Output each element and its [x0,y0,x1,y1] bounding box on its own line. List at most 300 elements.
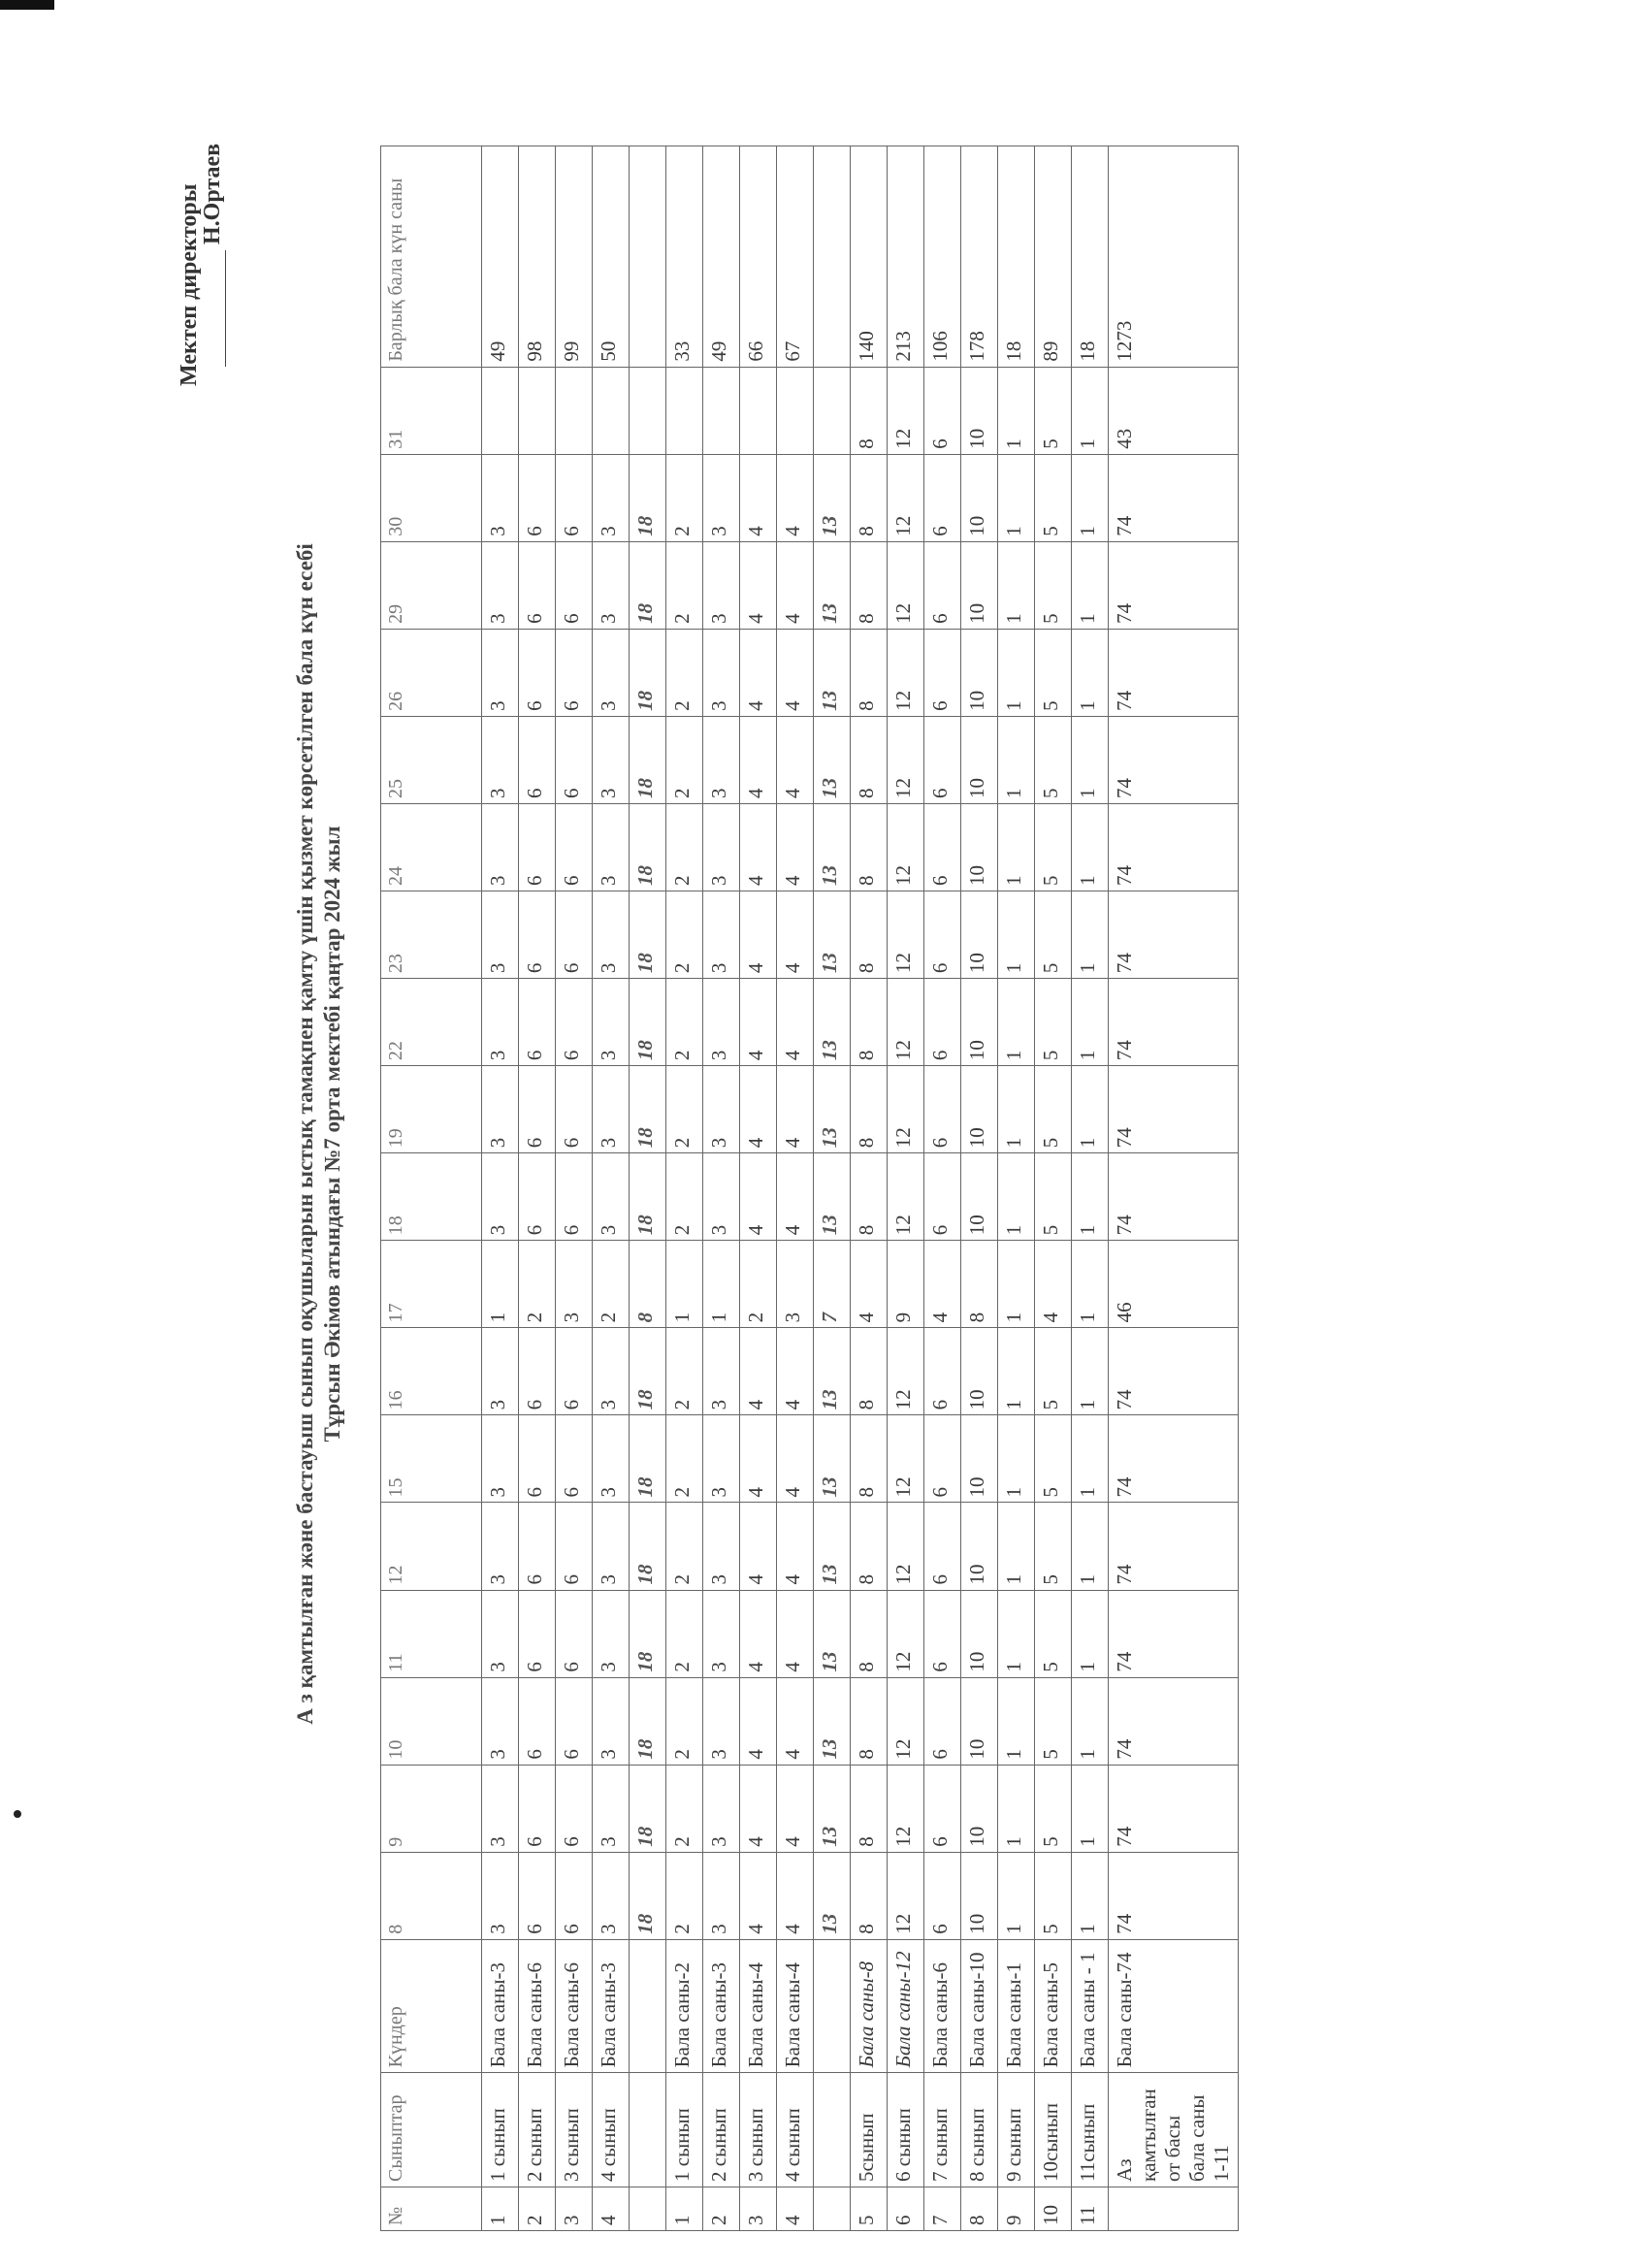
header-cell: Сыныптар [381,2073,482,2187]
day-count-cell: 5 [1035,1328,1072,1415]
day-count-cell: 6 [519,1852,556,1939]
day-count-cell: 3 [703,454,740,541]
header-cell: Күндер [381,1939,482,2073]
day-count-cell: 74 [1109,629,1239,716]
total-cell: 49 [482,146,519,368]
day-count-cell: 8 [851,1590,888,1677]
day-count-cell [556,367,593,454]
table-row [888,146,924,2231]
day-count-cell: 4 [777,1677,814,1765]
header-cell: 26 [381,629,482,716]
total-cell: 67 [777,146,814,368]
day-count-cell: 13 [814,891,851,979]
day-count-cell: 6 [519,1590,556,1677]
day-count-cell: 74 [1109,1852,1239,1939]
day-count-cell: 4 [777,1852,814,1939]
day-count-cell: 6 [924,803,961,891]
day-count-cell: 13 [814,1153,851,1241]
day-count-cell: 3 [703,891,740,979]
row-number: 2 [703,2187,740,2230]
day-count-cell: 3 [703,1328,740,1415]
day-count-cell: 6 [519,803,556,891]
day-count-cell: 6 [519,541,556,629]
day-count-cell: 6 [924,891,961,979]
student-count-label [814,1939,851,2073]
day-count-cell: 4 [777,979,814,1066]
header-cell: 8 [381,1852,482,1939]
day-count-cell [593,367,630,454]
day-count-cell: 8 [851,1852,888,1939]
day-count-cell: 3 [777,1241,814,1328]
class-name: 4 сынып [777,2073,814,2187]
day-count-cell: 3 [482,1852,519,1939]
day-count-cell: 6 [924,1328,961,1415]
day-count-cell: 2 [666,1677,703,1765]
day-count-cell: 4 [777,1153,814,1241]
day-count-cell: 12 [888,1066,924,1153]
day-count-cell: 12 [888,716,924,803]
day-count-cell: 1 [1072,454,1109,541]
day-count-cell: 74 [1109,1503,1239,1590]
day-count-cell: 3 [703,629,740,716]
day-count-cell: 10 [961,1590,998,1677]
day-count-cell: 4 [740,1328,777,1415]
attendance-table [380,146,1239,2231]
day-count-cell: 6 [556,454,593,541]
day-count-cell: 18 [630,1066,666,1153]
day-count-cell: 8 [851,1765,888,1852]
header-cell: 10 [381,1677,482,1765]
day-count-cell: 3 [593,1153,630,1241]
day-count-cell: 12 [888,454,924,541]
row-number: 4 [593,2187,630,2230]
day-count-cell: 74 [1109,891,1239,979]
header-cell: 11 [381,1590,482,1677]
day-count-cell: 12 [888,367,924,454]
day-count-cell: 4 [777,1503,814,1590]
student-count-label: Бала саны-8 [851,1939,888,2073]
header-cell: 17 [381,1241,482,1328]
day-count-cell: 4 [740,1852,777,1939]
day-count-cell: 43 [1109,367,1239,454]
day-count-cell: 3 [482,1590,519,1677]
class-name: 1 сынып [666,2073,703,2187]
table-row [814,146,851,2231]
day-count-cell: 10 [961,803,998,891]
class-name: 9 сынып [998,2073,1035,2187]
day-count-cell: 4 [1035,1241,1072,1328]
student-count-label: Бала саны-74 [1109,1939,1239,2073]
day-count-cell: 13 [814,629,851,716]
day-count-cell: 3 [482,454,519,541]
day-count-cell: 13 [814,1590,851,1677]
class-name [630,2073,666,2187]
row-number: 3 [556,2187,593,2230]
day-count-cell: 1 [998,629,1035,716]
day-count-cell: 5 [1035,979,1072,1066]
day-count-cell: 7 [814,1241,851,1328]
day-count-cell: 1 [998,1415,1035,1503]
day-count-cell: 8 [851,1677,888,1765]
day-count-cell: 1 [998,1677,1035,1765]
day-count-cell: 4 [740,1590,777,1677]
day-count-cell: 46 [1109,1241,1239,1328]
header-cell: 25 [381,716,482,803]
day-count-cell: 10 [961,1328,998,1415]
day-count-cell: 12 [888,629,924,716]
day-count-cell: 2 [666,1066,703,1153]
day-count-cell: 2 [666,1765,703,1852]
day-count-cell: 2 [666,1415,703,1503]
day-count-cell: 6 [924,716,961,803]
day-count-cell: 3 [482,979,519,1066]
day-count-cell: 6 [924,1066,961,1153]
day-count-cell: 6 [556,891,593,979]
day-count-cell: 3 [593,1677,630,1765]
day-count-cell: 2 [666,1852,703,1939]
day-count-cell: 12 [888,1765,924,1852]
day-count-cell: 18 [630,1153,666,1241]
day-count-cell: 5 [1035,1590,1072,1677]
day-count-cell: 10 [961,367,998,454]
total-cell: 99 [556,146,593,368]
day-count-cell: 6 [924,1153,961,1241]
day-count-cell: 8 [851,1415,888,1503]
day-count-cell: 74 [1109,1153,1239,1241]
day-count-cell: 6 [556,1765,593,1852]
day-count-cell: 1 [1072,1503,1109,1590]
day-count-cell: 5 [1035,1153,1072,1241]
row-number [1109,2187,1239,2230]
total-cell: 18 [998,146,1035,368]
class-name: 2 сынып [703,2073,740,2187]
day-count-cell: 6 [519,891,556,979]
day-count-cell: 6 [924,367,961,454]
day-count-cell: 1 [998,454,1035,541]
day-count-cell: 8 [851,541,888,629]
day-count-cell: 13 [814,803,851,891]
day-count-cell: 74 [1109,1677,1239,1765]
class-name: 10сынып [1035,2073,1072,2187]
total-cell: 178 [961,146,998,368]
day-count-cell: 4 [740,541,777,629]
day-count-cell: 4 [740,1503,777,1590]
day-count-cell: 18 [630,803,666,891]
day-count-cell: 6 [519,1415,556,1503]
header-cell: Барлық бала күн саны [381,146,482,368]
day-count-cell: 74 [1109,1765,1239,1852]
day-count-cell: 8 [851,454,888,541]
day-count-cell: 4 [740,891,777,979]
header-cell: 24 [381,803,482,891]
day-count-cell: 12 [888,979,924,1066]
day-count-cell: 5 [1035,1677,1072,1765]
header-cell: 23 [381,891,482,979]
day-count-cell: 2 [666,803,703,891]
day-count-cell: 2 [593,1241,630,1328]
day-count-cell: 5 [1035,1503,1072,1590]
total-cell [630,146,666,368]
day-count-cell: 3 [593,1852,630,1939]
day-count-cell: 4 [777,716,814,803]
day-count-cell: 2 [740,1241,777,1328]
day-count-cell: 3 [593,1765,630,1852]
day-count-cell: 8 [961,1241,998,1328]
document-subtitle: Тұрсын Әкімов атындағы №7 орта мектебі қаңтар 2024 жыл [320,826,344,1442]
table-row [519,146,556,2231]
total-cell: 98 [519,146,556,368]
day-count-cell: 3 [482,1066,519,1153]
day-count-cell: 5 [1035,1852,1072,1939]
day-count-cell: 6 [519,454,556,541]
day-count-cell: 3 [593,1415,630,1503]
day-count-cell: 4 [740,1765,777,1852]
day-count-cell: 6 [556,716,593,803]
header-cell: 15 [381,1415,482,1503]
day-count-cell: 18 [630,891,666,979]
header-cell: 30 [381,454,482,541]
day-count-cell: 4 [740,454,777,541]
class-name: 11сынып [1072,2073,1109,2187]
day-count-cell: 4 [740,1677,777,1765]
day-count-cell: 3 [593,891,630,979]
day-count-cell: 18 [630,1852,666,1939]
day-count-cell: 3 [703,1852,740,1939]
day-count-cell: 18 [630,1677,666,1765]
day-count-cell: 2 [519,1241,556,1328]
day-count-cell: 3 [593,1066,630,1153]
student-count-label: Бала саны-3 [482,1939,519,2073]
day-count-cell: 13 [814,454,851,541]
day-count-cell: 6 [519,1066,556,1153]
day-count-cell: 13 [814,979,851,1066]
day-count-cell: 1 [998,1328,1035,1415]
signature-role: Мектеп директоры [177,183,202,386]
day-count-cell: 74 [1109,1415,1239,1503]
day-count-cell: 2 [666,979,703,1066]
day-count-cell: 3 [703,1415,740,1503]
day-count-cell: 3 [593,716,630,803]
day-count-cell: 1 [1072,891,1109,979]
student-count-label: Бала саны-6 [556,1939,593,2073]
day-count-cell: 3 [482,1765,519,1852]
day-count-cell: 4 [740,803,777,891]
day-count-cell: 74 [1109,541,1239,629]
day-count-cell: 6 [519,1503,556,1590]
table-row [851,146,888,2231]
day-count-cell: 12 [888,803,924,891]
day-count-cell: 4 [924,1241,961,1328]
day-count-cell: 10 [961,716,998,803]
day-count-cell: 1 [1072,1066,1109,1153]
day-count-cell: 1 [998,541,1035,629]
day-count-cell: 12 [888,1415,924,1503]
day-count-cell: 6 [924,1677,961,1765]
day-count-cell: 5 [1035,454,1072,541]
day-count-cell: 18 [630,1328,666,1415]
day-count-cell: 9 [888,1241,924,1328]
total-cell: 213 [888,146,924,368]
total-cell: 66 [740,146,777,368]
day-count-cell: 1 [1072,979,1109,1066]
class-name: 8 сынып [961,2073,998,2187]
day-count-cell: 3 [482,541,519,629]
day-count-cell: 1 [666,1241,703,1328]
day-count-cell: 1 [998,716,1035,803]
day-count-cell: 6 [519,1765,556,1852]
day-count-cell: 8 [851,1503,888,1590]
day-count-cell: 1 [998,803,1035,891]
class-name: Аз қамтылған от басы бала саны 1-11 [1109,2073,1239,2187]
day-count-cell: 2 [666,1590,703,1677]
header-cell: 19 [381,1066,482,1153]
day-count-cell: 5 [1035,803,1072,891]
day-count-cell [630,367,666,454]
day-count-cell: 1 [998,1852,1035,1939]
day-count-cell: 18 [630,1590,666,1677]
day-count-cell: 2 [666,891,703,979]
row-number [630,2187,666,2230]
day-count-cell: 3 [482,1415,519,1503]
day-count-cell: 12 [888,1677,924,1765]
total-cell: 18 [1072,146,1109,368]
day-count-cell: 12 [888,1328,924,1415]
day-count-cell: 6 [924,1415,961,1503]
day-count-cell: 4 [740,1066,777,1153]
row-number [814,2187,851,2230]
header-cell: № [381,2187,482,2230]
day-count-cell: 1 [998,367,1035,454]
day-count-cell: 1 [998,1153,1035,1241]
day-count-cell: 10 [961,1677,998,1765]
day-count-cell: 1 [1072,367,1109,454]
day-count-cell: 3 [703,541,740,629]
day-count-cell: 3 [593,1503,630,1590]
day-count-cell: 6 [519,979,556,1066]
day-count-cell: 1 [703,1241,740,1328]
day-count-cell: 4 [777,1415,814,1503]
day-count-cell: 3 [482,803,519,891]
day-count-cell: 3 [593,1328,630,1415]
day-count-cell: 1 [1072,1590,1109,1677]
day-count-cell: 18 [630,716,666,803]
day-count-cell: 8 [851,367,888,454]
day-count-cell: 3 [482,1677,519,1765]
row-number: 6 [888,2187,924,2230]
day-count-cell: 13 [814,1852,851,1939]
signature-block [200,144,226,367]
row-number: 1 [482,2187,519,2230]
table-row [961,146,998,2231]
day-count-cell: 3 [482,629,519,716]
day-count-cell: 8 [851,891,888,979]
day-count-cell: 10 [961,541,998,629]
day-count-cell: 74 [1109,1066,1239,1153]
day-count-cell: 1 [482,1241,519,1328]
day-count-cell: 5 [1035,1066,1072,1153]
day-count-cell: 4 [851,1241,888,1328]
day-count-cell: 6 [519,716,556,803]
day-count-cell: 74 [1109,454,1239,541]
day-count-cell: 10 [961,454,998,541]
day-count-cell: 10 [961,1852,998,1939]
day-count-cell: 6 [924,1765,961,1852]
day-count-cell: 1 [1072,1415,1109,1503]
header-cell: 31 [381,367,482,454]
total-cell: 50 [593,146,630,368]
day-count-cell: 12 [888,1852,924,1939]
day-count-cell: 18 [630,1415,666,1503]
table-row [998,146,1035,2231]
student-count-label: Бала саны-1 [998,1939,1035,2073]
class-name: 6 сынып [888,2073,924,2187]
day-count-cell: 1 [998,1590,1035,1677]
day-count-cell: 8 [851,979,888,1066]
day-count-cell: 6 [519,1328,556,1415]
day-count-cell: 6 [924,1852,961,1939]
day-count-cell: 6 [924,541,961,629]
student-count-label: Бала саны-6 [519,1939,556,2073]
day-count-cell: 13 [814,1765,851,1852]
row-number: 8 [961,2187,998,2230]
day-count-cell: 3 [482,1503,519,1590]
day-count-cell: 1 [1072,1677,1109,1765]
day-count-cell: 6 [556,1677,593,1765]
day-count-cell: 1 [1072,1852,1109,1939]
row-number: 4 [777,2187,814,2230]
day-count-cell: 8 [851,803,888,891]
row-number: 2 [519,2187,556,2230]
total-cell: 140 [851,146,888,368]
day-count-cell: 6 [556,1066,593,1153]
day-count-cell: 18 [630,1765,666,1852]
document-title: А з қамтылған және бастауыш сынып оқушыларын ыстық тамақпен қамту үшін қызмет көрсетілген бала күн есебі [293,543,317,1725]
day-count-cell: 74 [1109,1590,1239,1677]
day-count-cell: 12 [888,541,924,629]
day-count-cell: 3 [593,541,630,629]
day-count-cell: 5 [1035,1415,1072,1503]
student-count-label: Бала саны-3 [703,1939,740,2073]
day-count-cell: 4 [777,541,814,629]
day-count-cell: 3 [703,1153,740,1241]
day-count-cell: 4 [740,716,777,803]
day-count-cell: 4 [777,1765,814,1852]
day-count-cell: 13 [814,1328,851,1415]
day-count-cell: 18 [630,454,666,541]
student-count-label: Бала саны-3 [593,1939,630,2073]
day-count-cell: 18 [630,979,666,1066]
student-count-label: Бала саны-6 [924,1939,961,2073]
day-count-cell: 13 [814,1677,851,1765]
day-count-cell: 8 [851,1328,888,1415]
student-count-label: Бала саны-5 [1035,1939,1072,2073]
day-count-cell: 5 [1035,367,1072,454]
day-count-cell: 74 [1109,803,1239,891]
day-count-cell: 6 [519,1677,556,1765]
row-number: 1 [666,2187,703,2230]
day-count-cell: 3 [703,1590,740,1677]
day-count-cell [740,367,777,454]
day-count-cell: 4 [777,1590,814,1677]
table-row [666,146,703,2231]
total-cell: 89 [1035,146,1072,368]
day-count-cell [814,367,851,454]
table-row [630,146,666,2231]
day-count-cell: 4 [740,1153,777,1241]
day-count-cell: 12 [888,1153,924,1241]
day-count-cell [777,367,814,454]
day-count-cell: 3 [703,1503,740,1590]
